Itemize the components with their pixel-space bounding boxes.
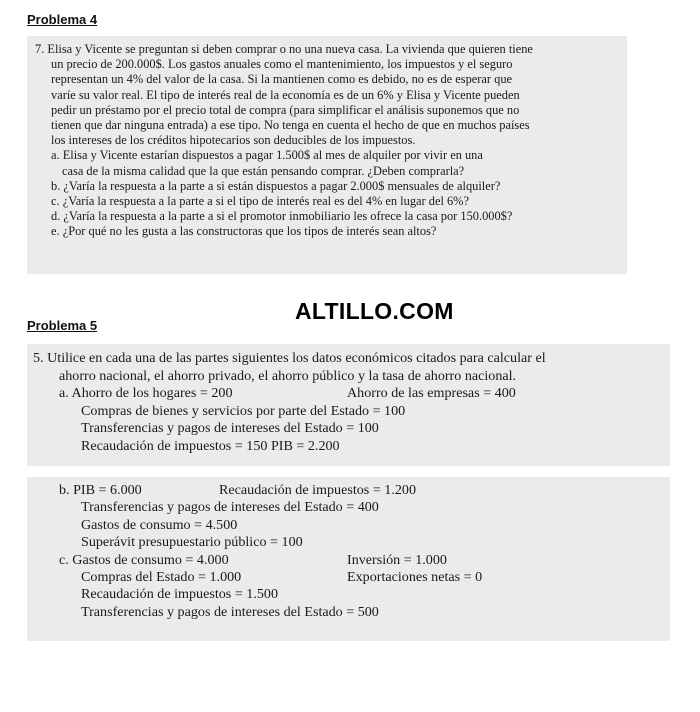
part-b-line: Transferencias y pagos de intereses del Estado = 400 bbox=[81, 499, 379, 516]
part-b-line: Gastos de consumo = 4.500 bbox=[81, 516, 238, 533]
problema-4-line: pedir un préstamo por el precio total de compra (para simplificar el análisis suponemos que no bbox=[51, 102, 520, 117]
problema-4-item-d: d. ¿Varía la respuesta a la parte a si el promotor inmobiliario les ofrece la casa por 150.000$? bbox=[51, 209, 513, 224]
problema-4-item-b: b. ¿Varía la respuesta a la parte a si están dispuestos a pagar 2.000$ mensuales de alquiler? bbox=[51, 178, 501, 193]
part-b-first-row bbox=[33, 482, 664, 499]
problema-4-item-e: e. ¿Por qué no les gusta a las constructoras que los tipos de interés sean altos? bbox=[51, 224, 437, 239]
problema-4-item-c: c. ¿Varía la respuesta a la parte a si el tipo de interés real es del 4% en lugar del 6%? bbox=[51, 194, 469, 209]
problema-4-line: varíe su valor real. El tipo de interés real de la economía es de un 6% y Elisa y Vicente pueden bbox=[51, 87, 520, 102]
problema-5-intro-line: 5. Utilice en cada una de las partes siguientes los datos económicos citados para calcular el bbox=[33, 350, 546, 366]
part-a-hogares: a. Ahorro de los hogares = 200 bbox=[59, 385, 233, 402]
part-a-line: Recaudación de impuestos = 150 PIB = 2.200 bbox=[81, 437, 340, 454]
problema-4-heading: Problema 4 bbox=[27, 12, 98, 27]
part-a-line: Transferencias y pagos de intereses del Estado = 100 bbox=[81, 420, 379, 437]
part-c-exportaciones: Exportaciones netas = 0 bbox=[347, 569, 483, 586]
part-c-second-row bbox=[33, 569, 664, 586]
problema-4-text-block bbox=[27, 36, 627, 274]
problema-5-intro-line: ahorro nacional, el ahorro privado, el ahorro público y la tasa de ahorro nacional. bbox=[59, 367, 517, 384]
problema-5-part-a-block bbox=[27, 344, 670, 466]
part-a-empresas: Ahorro de las empresas = 400 bbox=[347, 385, 516, 402]
problema-4-line: representan un 4% del valor de la casa. Si la mantienen como es debido, no es de esperar que bbox=[51, 72, 513, 87]
part-a-first-row bbox=[33, 385, 664, 403]
part-b-line: Superávit presupuestario público = 100 bbox=[81, 534, 303, 551]
part-c-consumo: c. Gastos de consumo = 4.000 bbox=[59, 551, 229, 568]
problema-4-item-a-cont: casa de la misma calidad que la que están pensando comprar. ¿Deben comprarla? bbox=[62, 163, 465, 178]
problema-4-line: un precio de 200.000$. Los gastos anuales como el mantenimiento, los impuestos y el seguro bbox=[51, 57, 513, 72]
site-watermark: ALTILLO.COM bbox=[295, 298, 454, 324]
problema-4-line: los intereses de los créditos hipotecarios son deducibles de los impuestos. bbox=[51, 133, 416, 148]
part-c-first-row bbox=[33, 552, 664, 569]
problema-5-parts-b-c-block bbox=[27, 477, 670, 641]
part-c-compras: Compras del Estado = 1.000 bbox=[81, 569, 242, 586]
part-b-recaudacion: Recaudación de impuestos = 1.200 bbox=[219, 482, 416, 498]
problema-4-line: 7. Elisa y Vicente se preguntan si deben comprar o no una nueva casa. La vivienda que quieren tiene bbox=[35, 42, 533, 56]
part-a-line: Compras de bienes y servicios por parte del Estado = 100 bbox=[81, 402, 406, 419]
part-c-inversion: Inversión = 1.000 bbox=[347, 551, 447, 568]
problema-5-heading: Problema 5 bbox=[27, 318, 98, 333]
problema-4-item-a: a. Elisa y Vicente estarían dispuestos a pagar 1.500$ al mes de alquiler por vivir en una bbox=[51, 148, 483, 163]
part-c-line: Transferencias y pagos de intereses del Estado = 500 bbox=[81, 603, 379, 620]
part-c-line: Recaudación de impuestos = 1.500 bbox=[81, 586, 278, 603]
part-b-pib: b. PIB = 6.000 bbox=[59, 482, 142, 498]
problema-4-line: tienen que dar ninguna entrada) a ese tipo. No tenga en cuenta el hecho de que en muchos países bbox=[51, 118, 530, 133]
